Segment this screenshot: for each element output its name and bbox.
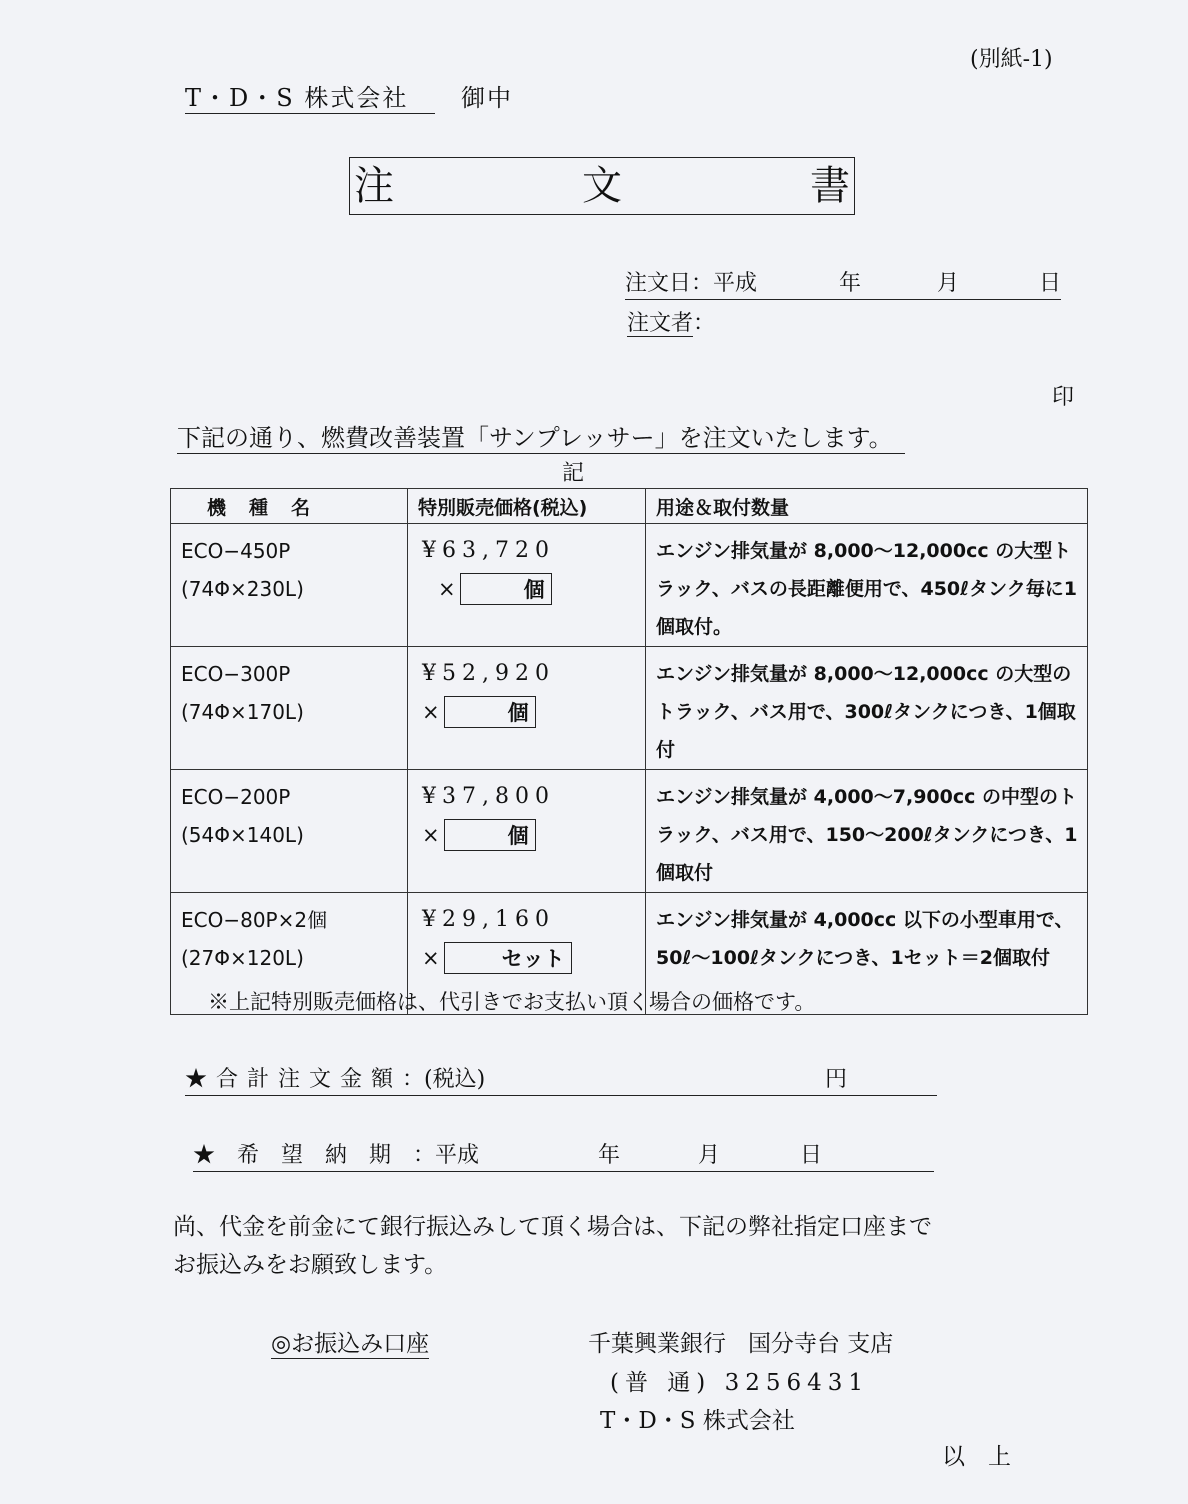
delivery-year: 年 [598, 1143, 621, 1168]
title-char-2: 文 [582, 163, 622, 209]
price-amount: ¥52,920 [422, 661, 555, 686]
model-name: ECO−300P [181, 662, 291, 686]
addressee-company: T・D・S 株式会社 [185, 78, 435, 114]
quantity-box[interactable]: 個 [444, 696, 536, 728]
order-date-field [625, 266, 1061, 300]
bank-branch: 国分寺台 支店 [748, 1331, 894, 1357]
document-title [349, 157, 855, 215]
delivery-date-field [193, 1138, 934, 1172]
times-sign: × [438, 577, 456, 601]
price-cell [408, 770, 646, 893]
orderer-colon: ： [693, 311, 716, 336]
price-amount: ¥29,160 [422, 907, 555, 932]
price-note: ※上記特別販売価格は、代引きでお支払い頂く場合の価格です。 [208, 990, 816, 1014]
account-name: T・D・S 株式会社 [600, 1408, 795, 1434]
sheet-label: (別紙-1) [970, 47, 1053, 72]
order-table [170, 488, 1088, 1015]
delivery-day: 日 [800, 1143, 823, 1168]
usage-cell: エンジン排気量が 4,000cc 以下の小型車用で、50ℓ〜100ℓタンクにつき、1セット＝2個取付 [646, 893, 1088, 1015]
order-date-day: 日 [1039, 271, 1062, 296]
model-size: (74Φ×230L) [181, 577, 304, 601]
bank-info [588, 1325, 893, 1358]
order-date-year: 年 [839, 271, 862, 296]
addressee-honorific: 御中 [461, 84, 513, 112]
table-header-row [171, 489, 1088, 524]
transfer-line-1: 尚、代金を前金にて銀行振込みして頂く場合は、下記の弊社指定口座まで [173, 1214, 932, 1240]
table-row [171, 647, 1088, 770]
price-amount: ¥63,720 [422, 538, 555, 563]
account-label: ◎お振込み口座 [271, 1325, 429, 1359]
quantity-box[interactable]: セット [444, 942, 572, 974]
title-char-3: 書 [810, 163, 850, 209]
delivery-label: ★希望納期 [193, 1143, 414, 1168]
model-name: ECO−200P [181, 785, 291, 809]
delivery-month: 月 [698, 1143, 721, 1168]
usage-cell: エンジン排気量が 8,000〜12,000cc の大型のトラック、バス用で、300ℓタンクにつき、1個取付 [646, 647, 1088, 770]
header-usage: 用途＆取付数量 [646, 489, 1088, 524]
orderer-field [627, 306, 715, 337]
ki-heading: 記 [562, 461, 585, 486]
quantity-box[interactable]: 個 [444, 819, 536, 851]
order-date-month: 月 [937, 271, 960, 296]
seal-mark: 印 [1052, 385, 1075, 410]
price-cell [408, 647, 646, 770]
model-cell [171, 647, 408, 770]
transfer-line-2: お振込みをお願致します。 [173, 1252, 448, 1278]
usage-cell: エンジン排気量が 4,000〜7,900cc の中型のトラック、バス用で、150〜200ℓタンクにつき、1個取付 [646, 770, 1088, 893]
model-cell [171, 524, 408, 647]
price-cell [408, 524, 646, 647]
model-size: (54Φ×140L) [181, 823, 304, 847]
transfer-text [173, 1208, 1053, 1284]
quantity-box[interactable]: 個 [460, 573, 552, 605]
model-name: ECO−450P [181, 539, 291, 563]
model-cell [171, 770, 408, 893]
delivery-era: ：平成 [413, 1143, 480, 1168]
model-size: (27Φ×120L) [181, 946, 304, 970]
price-amount: ¥37,800 [422, 784, 555, 809]
orderer-label: 注文者 [627, 311, 694, 336]
closing-mark: 以 上 [942, 1444, 1011, 1470]
total-label: ★合計注文金額 [185, 1067, 403, 1092]
times-sign: × [422, 946, 440, 970]
table-row [171, 770, 1088, 893]
header-price: 特別販売価格(税込) [408, 489, 646, 524]
table-row [171, 524, 1088, 647]
total-tax-label: ：(税込) [402, 1067, 486, 1092]
times-sign: × [422, 700, 440, 724]
total-amount-field [185, 1062, 937, 1096]
usage-cell: エンジン排気量が 8,000〜12,000cc の大型トラック、バスの長距離便用で、450ℓタンク毎に1個取付。 [646, 524, 1088, 647]
account-number: (普 通) 3256431 [610, 1370, 870, 1396]
times-sign: × [422, 823, 440, 847]
model-name: ECO−80P×2個 [181, 908, 328, 932]
total-yen: 円 [825, 1067, 848, 1092]
addressee [185, 78, 513, 114]
order-date-label: 注文日：平成 [625, 271, 758, 296]
bank-name: 千葉興業銀行 [588, 1331, 726, 1357]
intro-text: 下記の通り、燃費改善装置「サンプレッサー」を注文いたします。 [177, 418, 905, 454]
header-model: 機 種 名 [171, 489, 408, 524]
title-char-1: 注 [354, 163, 394, 209]
model-size: (74Φ×170L) [181, 700, 304, 724]
